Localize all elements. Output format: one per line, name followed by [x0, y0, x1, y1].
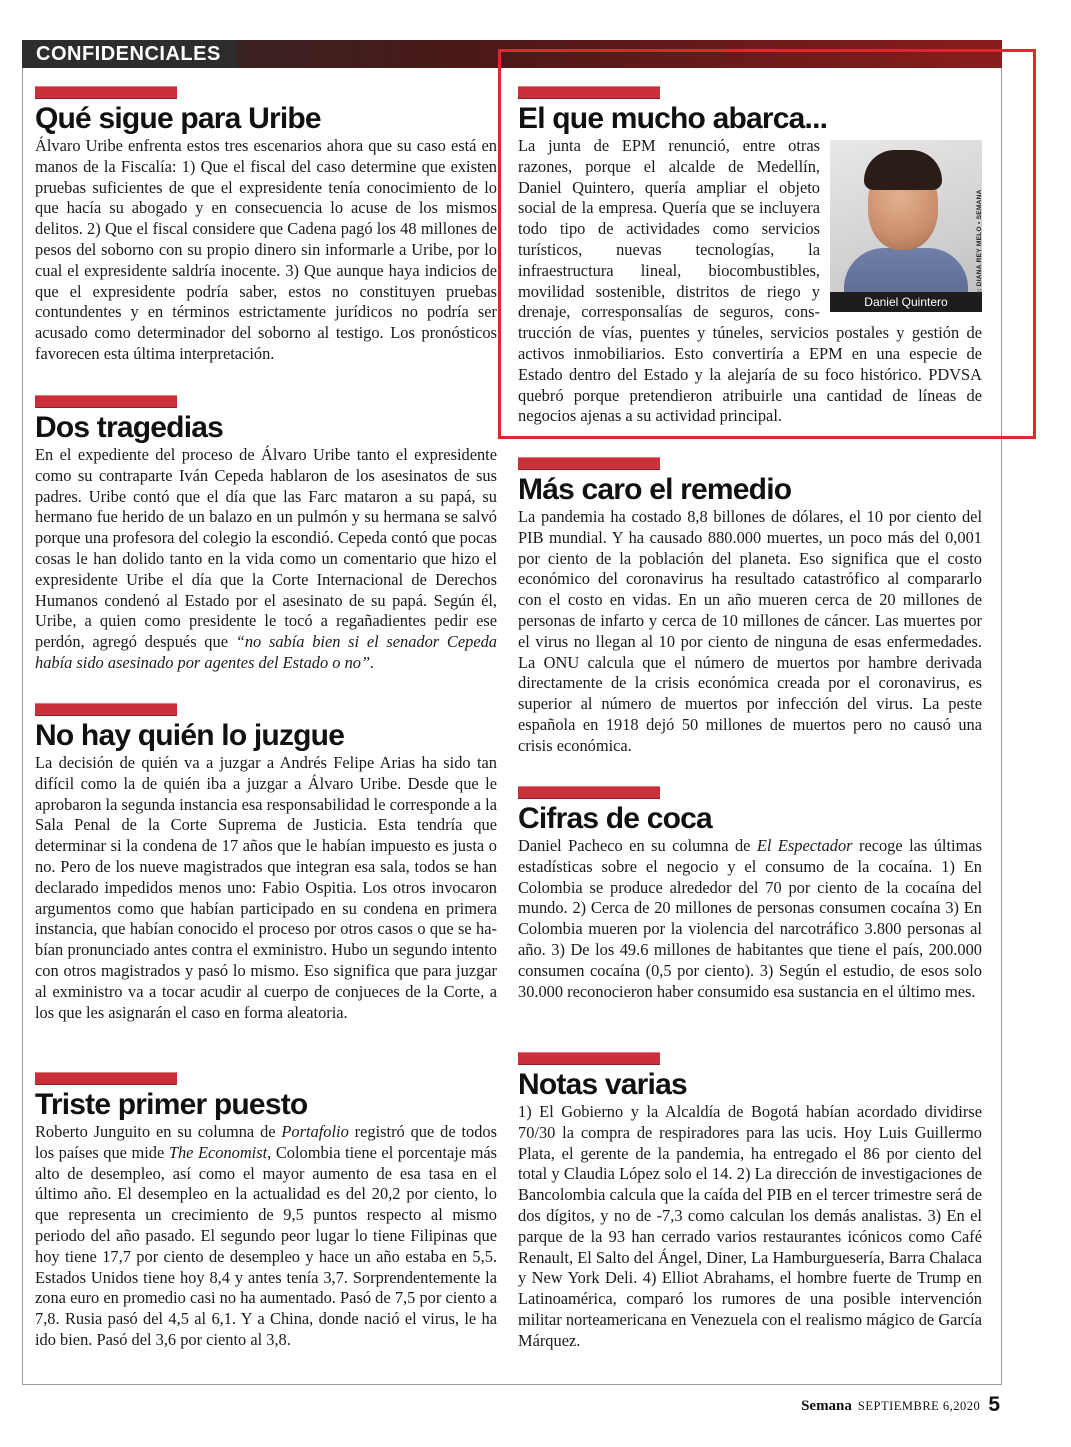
article-accent-bar — [35, 703, 177, 716]
article-body: La junta de EPM renunció, entre otras razones, porque el alcalde de Medellín, Daniel Quintero, quería ampliar el objeto social de la empresa. Quería que se incluyera todo tipo de actividades como servicios turísticos, nuevas tecnologías, la infraestructura lineal, biocombustibles, movilidad sostenible, distritos de riego y drenaje, corresponsalías de seguros, construcción de vías, puentes y túneles, servicios postales y gestión de activos inmobiliarios. Esto convertiría a EPM en una especie de Estado dentro del Estado y la alejaría de su foco histórico. PDVSA quebró porque pretendieron atribuirle una cantidad de líneas de negocios ajenas a su actividad principal. — [518, 136, 982, 426]
article-body — [35, 1122, 497, 1351]
article-title: Triste primer puesto — [35, 1088, 308, 1121]
source-name: El Espectador — [756, 836, 853, 855]
page-number: 5 — [988, 1393, 1000, 1416]
article-body: 1) El Gobierno y la Alcaldía de Bogotá habían acordado dividirse 70/30 la compra de respiradores para las ucis. Hoy Luis Guillermo Plata, el gerente de la pandemia, ha entregado el 86 por ciento del total y Claudia López solo el 14. 2) La dirección de investigaciones de Bancolombia calcula que la caída del PIB en el tercer trimestre será de dos dígitos, y no de -7,3 como calculan los demás analistas. 3) En el parque de la 93 han cerrado varios restaurantes icónicos como Café Renault, El Salto del Ángel, Diner, La Hamburguesería, Barra Chalaca y New York Deli. 4) Elliot Abrahams, el hombre fuerte de Trump en Latinoamérica, comparó los rumores de una posible intervención militar norteamericana en Venezuela con el realismo mágico de García Márquez. — [518, 1102, 982, 1350]
article-triste — [35, 1072, 497, 1351]
article-body-text: Daniel Pacheco en su columna de — [518, 836, 757, 855]
article-body: La decisión de quién va a juzgar a Andrés Felipe Arias ha sido tan difícil como la de quién iba a juzgar a Álvaro Uribe. Desde que le aprobaron la segunda instancia esa responsabilidad le corresponde a la Sala Penal de la Corte Suprema de Justicia. Esta tendría que determinar si la condena de 17 años que le habían impuesto es justa o no. Pero de los nueve magistrados que integran esa sala, todos se han declarado impedidos menos uno: Fabio Ospitia. Los otros invocaron argumentos como que habían participado en su condena en primera instancia, que habían conocido el proceso por otros casos o que se habían pronunciado antes contra el exministro. Hubo un segundo intento con otros magistrados y pasó lo mismo. Eso significa que para juzgar al exministro va a tocar acudir al cuerpo de conjueces de la Corte, a los que les asignarán el caso en forma aleatoria. — [35, 753, 497, 1022]
magazine-name: Semana — [801, 1398, 852, 1414]
article-quote: “no sabía bien si el senador Cepeda había sido asesinado por agentes del Estado o no”. — [35, 632, 497, 672]
article-body-text: , Colombia tiene el porcentaje más alto de desempleo, así como el mayor aumento de esa tasa en el último año. El desempleo en la actualidad es del 20,2 por ciento, lo que representa un crecimiento de 9,5 puntos respecto al mismo periodo del año pasado. El segundo peor lugar lo tiene Filipinas que hoy tiene 17,7 por ciento de desempleo y hace un año estaba en 5,5. Estados Unidos tiene hoy 8,4 y antes tenía 3,7. Sorprendentemente la zona euro en promedio casi no ha aumentado. Pasó de 7,5 por ciento a 7,8. Rusia pasó del 4,5 al 6,1. Y a China, donde nació el virus, le ha ido bien. Pasó del 3,6 por ciento al 3,8. — [35, 1142, 498, 1349]
photo-credit: FOTO: DIANA REY MELO • SEMANA — [976, 189, 983, 310]
article-body-text: recoge las últimas estadísticas sobre el negocio y el consumo de la cocaína. 1) En Colombia se produce alrededor del 70 por ciento de la cocaína del mundo. 2) Cerca de 20 millones de personas consumen cocaína 3) En Colombia mueren por la violencia del narcotráfico 3.800 personas al año. 3) De los 49.6 millones de habitantes que tiene el país, 200.000 consumen cocaína (0,5 por ciento). 3) Según el estudio, de esos solo 30.000 reconocieron haber consumido esa sustancia en el último mes. — [518, 836, 982, 1001]
article-title: Más caro el remedio — [518, 473, 792, 506]
article-uribe — [35, 86, 497, 365]
article-coca — [518, 786, 982, 1002]
page-footer — [780, 1393, 1000, 1417]
article-body — [35, 445, 497, 674]
article-remedio — [518, 457, 982, 757]
article-accent-bar — [35, 86, 177, 99]
article-accent-bar — [518, 786, 660, 799]
article-title: Dos tragedias — [35, 411, 223, 444]
source-name: The Economist — [168, 1142, 268, 1162]
article-title: Cifras de coca — [518, 802, 712, 835]
article-body-text: En el expediente del proceso de Álvaro Uribe tanto el expresidente como su contraparte Iván Cepeda hablaron de los asesinatos de sus padres. Uribe contó que el día que las Farc mataron a su papá, su hermano fue herido de un balazo en un pulmón y su hermana se salvó porque una profesora del colegio la escondió. Cepeda contó que pocas cosas le han dolido tanto en la vida como un comentario que hizo el expresidente Uribe el día que la Corte Internacional de Derechos Humanos condenó al Estado por el asesinato de su papá. Según él, Uribe, a quien como presidente le tocó a regañadientes pedir ese perdón, agregó después que — [35, 445, 497, 652]
article-tragedias — [35, 395, 497, 674]
article-body: La pandemia ha costado 8,8 billones de dólares, el 10 por ciento del PIB mundial. Y ha causado 880.000 muertes, un poco más del 0,001 por ciento de la población del planeta. Eso significa que el costo económico del coronavirus ha resultado catastrófico al compararlo con el costo en vidas. En un año mueren cerca de 20 millones de personas de infarto y cerca de 10 millones de cáncer. Las muertes por el virus no llegan al 10 por ciento de ninguna de esas enfermedades. La ONU calcula que el número de muertos por hambre derivada directamente de la crisis económica creada por el coronavirus, es superior al número de muertos por infección del virus. La peste española en 1918 dejó 50 millones de muertos pero no causó una crisis económica. — [518, 507, 982, 755]
article-body: Álvaro Uribe enfrenta estos tres escenarios ahora que su caso está en manos de la Fiscalía: 1) Que el fiscal del caso determine que existen pruebas suficientes de que el expresidente tenía conocimiento de lo que hacía su abogado y en consecuencia lo acuse de los mismos delitos. 2) Que el fiscal considere que Cadena pagó los 48 millones de pesos del soborno con su propio dinero sin informarle a Uribe, por lo cual el expresidente saldría inocente. 3) Que aunque haya indicios de que el expresidente podría saber, estos no constituyen pruebas contundentes y en términos estrictamente jurídicos no podría ser acusado como determinador del soborno al testigo. Los pronósticos favorecen esta última interpretación. — [35, 136, 497, 363]
article-accent-bar — [518, 457, 660, 470]
source-name: Portafolio — [281, 1122, 349, 1141]
article-body — [518, 836, 982, 1002]
article-juzgue — [35, 703, 497, 1023]
article-accent-bar — [35, 395, 177, 408]
article-body-text: Roberto Junguito en su columna de — [35, 1122, 282, 1141]
section-label: CONFIDENCIALES — [22, 40, 237, 68]
issue-date: SEPTIEMBRE 6,2020 — [857, 1399, 981, 1413]
article-accent-bar — [35, 1072, 177, 1085]
article-title: No hay quién lo juzgue — [35, 719, 345, 752]
article-title: Notas varias — [518, 1068, 687, 1101]
article-notas — [518, 1052, 982, 1352]
article-body-text: registró que de todos los países que mide — [35, 1122, 497, 1162]
highlight-box — [498, 49, 1036, 439]
article-accent-bar — [518, 1052, 660, 1065]
photo-caption: Daniel Quintero — [830, 292, 982, 312]
article-title: El que mucho abarca... — [518, 102, 828, 135]
article-title: Qué sigue para Uribe — [35, 102, 321, 135]
